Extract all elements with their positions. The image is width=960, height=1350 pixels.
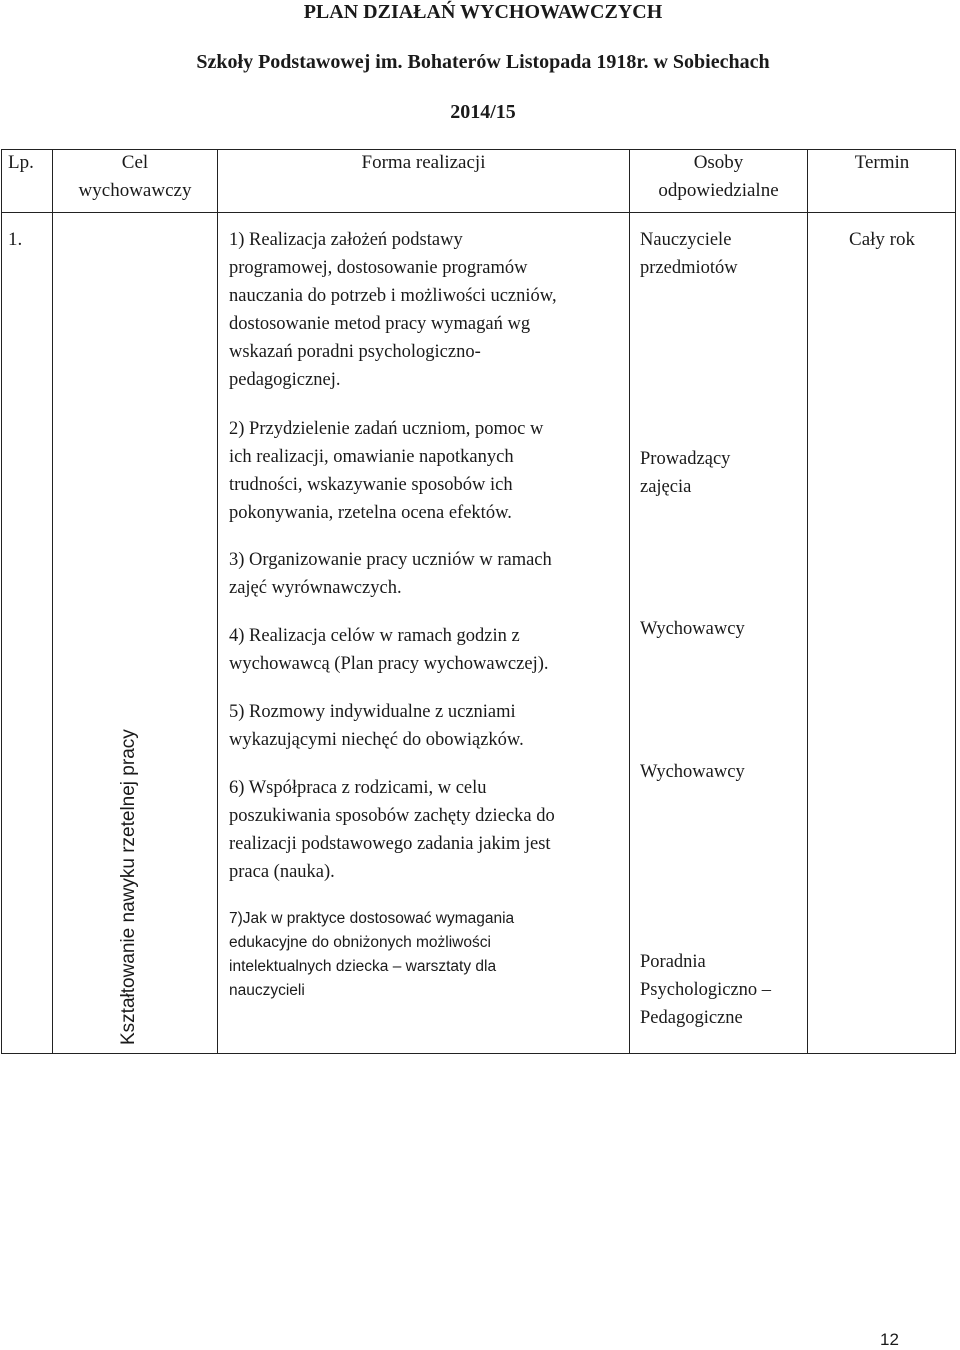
header-osoby (630, 149, 807, 205)
school-name: Szkoły Podstawowej im. Bohaterów Listopada 1918r. w Sobiechach (196, 51, 770, 73)
text-line: praca (nauka). (229, 862, 335, 882)
column-divider (52, 149, 53, 1054)
column-divider (629, 149, 630, 1054)
text-line: 6) Współpraca z rodzicami, w celu (229, 778, 487, 798)
text-line: zajęcia (640, 477, 692, 497)
responsible-1 (640, 226, 738, 282)
text-line: 1) Realizacja założeń podstawy (229, 230, 463, 250)
text-line: trudności, wskazywanie sposobów ich (229, 475, 513, 495)
text-line: wskazań poradni psychologiczno- (229, 342, 481, 362)
header-divider (1, 212, 956, 213)
text-line: Poradnia (640, 952, 706, 972)
header-osoby-line: odpowiedzialne (658, 180, 779, 201)
text-line: programowej, dostosowanie programów (229, 258, 528, 278)
header-cel-line: wychowawczy (78, 180, 192, 201)
text-line: 4) Realizacja celów w ramach godzin z (229, 626, 520, 646)
text-line: Nauczyciele (640, 230, 732, 250)
header-termin: Termin (854, 152, 910, 173)
text-line: 7)Jak w praktyce dostosować wymagania (229, 910, 515, 927)
text-line: pokonywania, rzetelna ocena efektów. (229, 503, 512, 523)
document-title: PLAN DZIAŁAŃ WYCHOWAWCZYCH (303, 1, 663, 23)
responsible-4: Wychowawcy (640, 762, 745, 782)
header-osoby-line: Osoby (693, 152, 744, 173)
forma-item-6 (229, 774, 555, 886)
text-line: dostosowanie metod pracy wymagań wg (229, 314, 531, 334)
text-line: realizacji podstawowego zadania jakim jest (229, 834, 551, 854)
responsible-5 (640, 948, 771, 1032)
text-line: przedmiotów (640, 258, 738, 278)
forma-item-7 (229, 907, 514, 1003)
text-line: zajęć wyrównawczych. (229, 578, 402, 598)
forma-item-1 (229, 226, 557, 394)
text-line: wychowawcą (Plan pracy wychowawczej). (229, 654, 549, 674)
text-line: nauczycieli (229, 982, 305, 999)
row-number: 1. (8, 229, 23, 250)
header-cel-line: Cel (121, 152, 149, 173)
header-forma: Forma realizacji (361, 152, 486, 173)
text-line: poszukiwania sposobów zachęty dziecka do (229, 806, 555, 826)
responsible-2 (640, 445, 730, 501)
column-divider (807, 149, 808, 1054)
text-line: Prowadzący (640, 449, 731, 469)
forma-item-2 (229, 415, 543, 527)
text-line: 2) Przydzielenie zadań uczniom, pomoc w (229, 419, 544, 439)
text-line: Pedagogiczne (640, 1008, 743, 1028)
responsible-3: Wychowawcy (640, 619, 745, 639)
goal-label: Kształtowanie nawyku rzetelnej pracy (118, 729, 139, 1045)
text-line: nauczania do potrzeb i możliwości uczniów, (229, 286, 557, 306)
text-line: 3) Organizowanie pracy uczniów w ramach (229, 550, 552, 570)
text-line: edukacyjne do obniżonych możliwości (229, 934, 491, 951)
text-line: 5) Rozmowy indywidualne z uczniami (229, 702, 516, 722)
text-line: intelektualnych dziecka – warsztaty dla (229, 958, 497, 975)
forma-item-5 (229, 698, 524, 754)
deadline: Cały rok (849, 229, 915, 250)
text-line: ich realizacji, omawianie napotkanych (229, 447, 514, 467)
page-number: 12 (880, 1330, 899, 1349)
text-line: Psychologiczno – (640, 980, 772, 1000)
header-cel (53, 149, 217, 205)
forma-item-4 (229, 622, 549, 678)
school-year: 2014/15 (450, 101, 516, 123)
text-line: wykazującymi niechęć do obowiązków. (229, 730, 524, 750)
text-line: pedagogicznej. (229, 370, 341, 390)
header-lp: Lp. (8, 152, 34, 173)
column-divider (217, 149, 218, 1054)
forma-item-3 (229, 546, 552, 602)
